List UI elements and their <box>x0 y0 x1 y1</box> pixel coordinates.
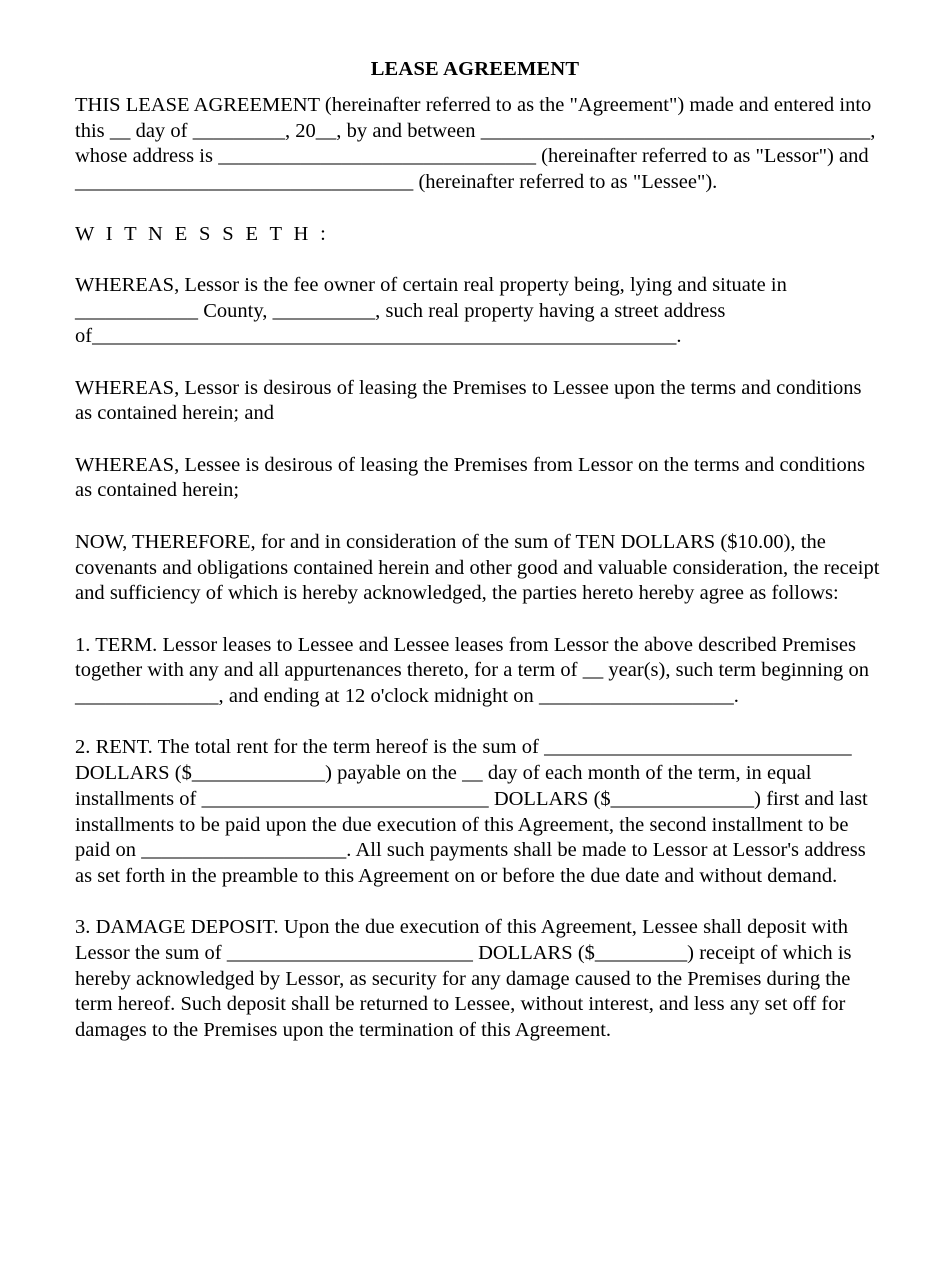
paragraph-whereas-3: WHEREAS, Lessee is desirous of leasing the Premises from Lessor on the terms and conditions as contained herein; <box>75 453 871 502</box>
paragraph-preamble: THIS LEASE AGREEMENT (hereinafter referred to as the "Agreement") made and entered into this __ day of _________, 20__, by and between ______________________________________, whose address is _______________________________ (hereinafter referred to as "Lessor") and _________________________________ (hereinafter referred to as "Lessee"). <box>75 94 881 194</box>
paragraph-now-therefore: NOW, THEREFORE, for and in consideration of the sum of TEN DOLLARS ($10.00), the covenants and obligations contained herein and other good and valuable consideration, the receipt and sufficiency of which is hereby acknowledged, the parties hereto hereby agree as follows: <box>75 530 885 605</box>
page-title: LEASE AGREEMENT <box>370 57 580 80</box>
section-3-damage-deposit: 3. DAMAGE DEPOSIT. Upon the due execution of this Agreement, Lessee shall deposit with Lessor the sum of ________________________ DOLLARS ($_________) receipt of which is hereby acknowledged by Lessor, as security for any damage caused to the Premises during the term hereof. Such deposit shall be returned to Lessee, without interest, and less any set off for damages to the Premises upon the termination of this Agreement. <box>75 916 857 1042</box>
paragraph-witnesseth: W I T N E S S E T H : <box>75 222 330 245</box>
document-body <box>75 93 885 1044</box>
section-1-term: 1. TERM. Lessor leases to Lessee and Lessee leases from Lessor the above described Premises together with any and all appurtenances thereto, for a term of __ year(s), such term beginning on ______________, and ending at 12 o'clock midnight on ___________________. <box>75 633 875 708</box>
paragraph-whereas-2: WHEREAS, Lessor is desirous of leasing the Premises to Lessee upon the terms and conditions as contained herein; and <box>75 376 867 425</box>
paragraph-whereas-1: WHEREAS, Lessor is the fee owner of certain real property being, lying and situate in ____________ County, __________, such real property having a street address of_________________________________________________________. <box>75 273 793 348</box>
section-2-rent: 2. RENT. The total rent for the term hereof is the sum of ______________________________ DOLLARS ($_____________) payable on the __ day of each month of the term, in equal installments of ____________________________ DOLLARS ($______________) first and last installments to be paid upon the due execution of this Agreement, the second installment to be paid on ____________________. All such payments shall be made to Lessor at Lessor's address as set forth in the preamble to this Agreement on or before the due date and without demand. <box>75 736 873 887</box>
